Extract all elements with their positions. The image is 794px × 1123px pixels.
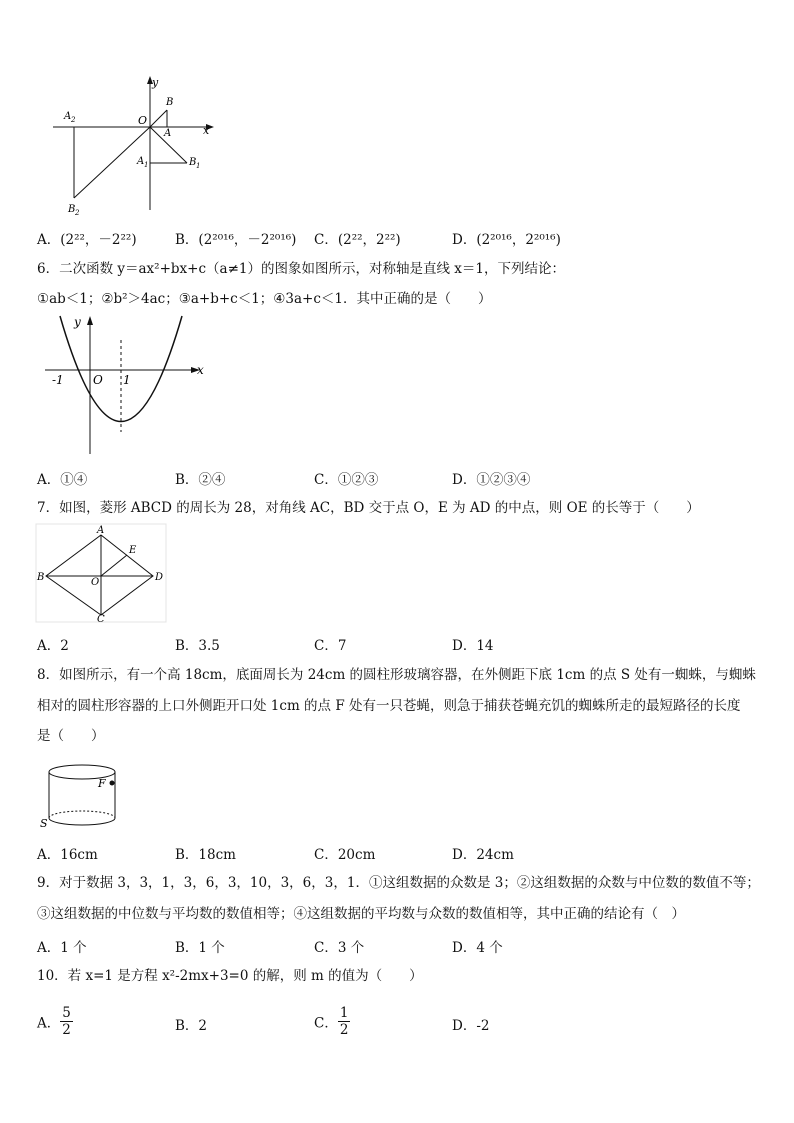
q5-option-c[interactable] <box>314 228 401 248</box>
q6-label-o: O <box>93 373 103 387</box>
q7-figure <box>36 524 168 624</box>
q5-label-b1: B <box>189 157 197 168</box>
q8-option-d-label: D． <box>452 847 477 863</box>
q5-option-d[interactable] <box>452 228 561 248</box>
q6-option-d-label: D． <box>452 472 477 488</box>
q10-stem-line1: 10．若 x=1 是方程 x²-2mx+3=0 的解，则 m 的值为（ ） <box>37 968 423 984</box>
q9-option-c-text: 3 个 <box>337 940 365 956</box>
q6-option-d-text: ①②③④ <box>476 472 531 488</box>
q6-option-c-label: C． <box>314 472 338 488</box>
q9-option-b[interactable] <box>175 936 225 956</box>
q7-option-c-text: 7 <box>337 638 347 654</box>
q7-option-a-text: 2 <box>60 638 69 654</box>
q9-option-d-text: 4 个 <box>476 940 503 956</box>
q7-stem-line1: 7．如图，菱形 ABCD 的周长为 28，对角线 AC，BD 交于点 O，E 为 AD 的中点，则 OE 的长等于（ ） <box>37 500 700 516</box>
q6-option-a[interactable] <box>37 468 87 488</box>
q6-option-c[interactable] <box>314 468 378 488</box>
q5-option-c-label: C． <box>314 232 338 248</box>
q5-option-b-text: (2²⁰¹⁶，－2²⁰¹⁶) <box>198 232 297 248</box>
q7-label-o: O <box>91 577 100 588</box>
q5-label-y: y <box>152 76 159 89</box>
q5-label-a1-sub: 1 <box>144 161 149 169</box>
q5-option-b[interactable] <box>175 228 296 248</box>
q5-option-b-label: B． <box>175 232 199 248</box>
q9-option-c[interactable] <box>314 936 364 956</box>
q5-option-a-text: (2²²，－2²²) <box>60 232 137 248</box>
q6-option-b-label: B． <box>175 472 199 488</box>
q9-option-a-label: A． <box>37 940 61 956</box>
q7-option-d[interactable] <box>452 634 494 654</box>
q10-option-a-numerator: 5 <box>62 1005 71 1021</box>
q9-option-b-text: 1 个 <box>198 940 225 956</box>
q5-option-d-label: D． <box>452 232 477 248</box>
q5-label-b1-sub: 1 <box>196 162 201 170</box>
q10-option-a-fraction <box>60 1005 73 1038</box>
q7-option-a[interactable] <box>37 634 69 654</box>
q10-option-d-label: D． <box>452 1018 477 1034</box>
q7-option-d-text: 14 <box>476 638 494 654</box>
q6-option-b[interactable] <box>175 468 225 488</box>
q10-option-a-denominator: 2 <box>62 1022 71 1038</box>
q6-option-d[interactable] <box>452 468 530 488</box>
q10-option-b[interactable] <box>175 1014 207 1034</box>
q8-stem-line2: 相对的圆柱形容器的上口外侧距开口处 1cm 的点 F 处有一只苍蝇，则急于捕获苍蝇充饥的蜘蛛所走的最短路径的长度 <box>37 698 741 714</box>
q8-figure <box>40 760 130 832</box>
q8-option-c[interactable] <box>314 843 375 863</box>
q10-option-b-label: B． <box>175 1018 199 1034</box>
q7-option-b-label: B． <box>175 638 199 654</box>
q5-label-a2-sub: 2 <box>71 116 76 124</box>
q10-option-a-label: A． <box>37 1015 61 1032</box>
q5-option-a-label: A． <box>37 232 61 248</box>
q10-option-d[interactable] <box>452 1014 489 1034</box>
q10-option-b-text: 2 <box>198 1018 208 1034</box>
q5-label-b2-sub: 2 <box>75 209 80 217</box>
q5-label-x: x <box>203 124 210 137</box>
q8-option-c-text: 20cm <box>337 847 376 863</box>
q10-option-a[interactable] <box>37 1005 73 1038</box>
q8-option-a-label: A． <box>37 847 61 863</box>
q5-option-d-text: (2²⁰¹⁶，2²⁰¹⁶) <box>476 232 561 248</box>
q6-label-one: 1 <box>123 373 131 387</box>
q8-label-s: S <box>40 817 48 830</box>
q10-option-c-denominator: 2 <box>339 1022 349 1038</box>
q9-option-d[interactable] <box>452 936 503 956</box>
q9-stem-line2: ③这组数据的中位数与平均数的数值相等；④这组数据的平均数与众数的数值相等，其中正确的结论有（ ） <box>37 906 685 922</box>
q10-option-c-fraction <box>338 1005 351 1038</box>
q8-label-f: F <box>98 777 106 790</box>
q6-figure <box>40 312 220 462</box>
q6-label-neg1: -1 <box>52 373 64 387</box>
q8-stem-line1: 8．如图所示，有一个高 18cm，底面周长为 24cm 的圆柱形玻璃容器，在外侧距下底 1cm 的点 S 处有一蜘蛛，与蜘蛛 <box>37 667 756 683</box>
q9-option-b-label: B． <box>175 940 199 956</box>
q8-option-b-text: 18cm <box>198 847 236 863</box>
q10-option-c-label: C． <box>314 1015 338 1032</box>
q5-option-c-text: (2²²，2²²) <box>337 232 401 248</box>
q9-option-a[interactable] <box>37 936 87 956</box>
q9-option-c-label: C． <box>314 940 338 956</box>
q8-option-a[interactable] <box>37 843 98 863</box>
q8-option-b[interactable] <box>175 843 236 863</box>
q6-option-b-text: ②④ <box>198 472 226 488</box>
q7-option-c[interactable] <box>314 634 346 654</box>
q6-label-y: y <box>74 315 81 329</box>
q8-option-d-text: 24cm <box>476 847 514 863</box>
q10-option-c-numerator: 1 <box>339 1005 349 1021</box>
q5-figure <box>50 70 230 220</box>
q7-option-b-text: 3.5 <box>198 638 220 654</box>
q5-label-a1: A <box>137 156 145 167</box>
q6-stem-line2: ①ab＜1；②b²＞4ac；③a+b+c＜1；④3a+c＜1．其中正确的是（ ） <box>37 291 492 307</box>
q6-option-a-text: ①④ <box>60 472 88 488</box>
q6-label-x: x <box>197 363 204 377</box>
q7-label-d: D <box>155 572 164 583</box>
q9-stem-line1: 9．对于数据 3，3，1，3，6，3，10，3，6，3，1．①这组数据的众数是 3；②这组数据的众数与中位数的数值不等； <box>37 875 760 891</box>
q5-label-b: B <box>166 97 174 108</box>
q8-stem-line3: 是（ ） <box>37 728 105 744</box>
q7-label-c: C <box>97 614 105 625</box>
q7-option-a-label: A． <box>37 638 61 654</box>
q5-option-a[interactable] <box>37 228 137 248</box>
q10-option-c[interactable] <box>314 1005 350 1038</box>
q7-label-b: B <box>37 572 45 583</box>
q5-label-a2: A <box>64 111 72 122</box>
q5-label-b2: B <box>68 204 76 215</box>
q7-option-b[interactable] <box>175 634 220 654</box>
q5-label-o: O <box>138 114 148 127</box>
q8-option-a-text: 16cm <box>60 847 98 863</box>
q6-option-c-text: ①②③ <box>337 472 379 488</box>
q5-label-a: A <box>164 128 172 139</box>
q9-option-a-text: 1 个 <box>60 940 87 956</box>
q7-label-a: A <box>97 525 105 536</box>
q9-option-d-label: D． <box>452 940 477 956</box>
q6-option-a-label: A． <box>37 472 61 488</box>
q8-option-b-label: B． <box>175 847 199 863</box>
q8-option-c-label: C． <box>314 847 338 863</box>
q6-stem-line1: 6．二次函数 y＝ax²+bx+c（a≠1）的图象如图所示，对称轴是直线 x＝1，下列结论： <box>37 261 565 277</box>
q7-option-d-label: D． <box>452 638 477 654</box>
q10-option-d-text: -2 <box>476 1018 490 1034</box>
q7-label-e: E <box>129 545 137 556</box>
q8-option-d[interactable] <box>452 843 514 863</box>
q7-option-c-label: C． <box>314 638 338 654</box>
